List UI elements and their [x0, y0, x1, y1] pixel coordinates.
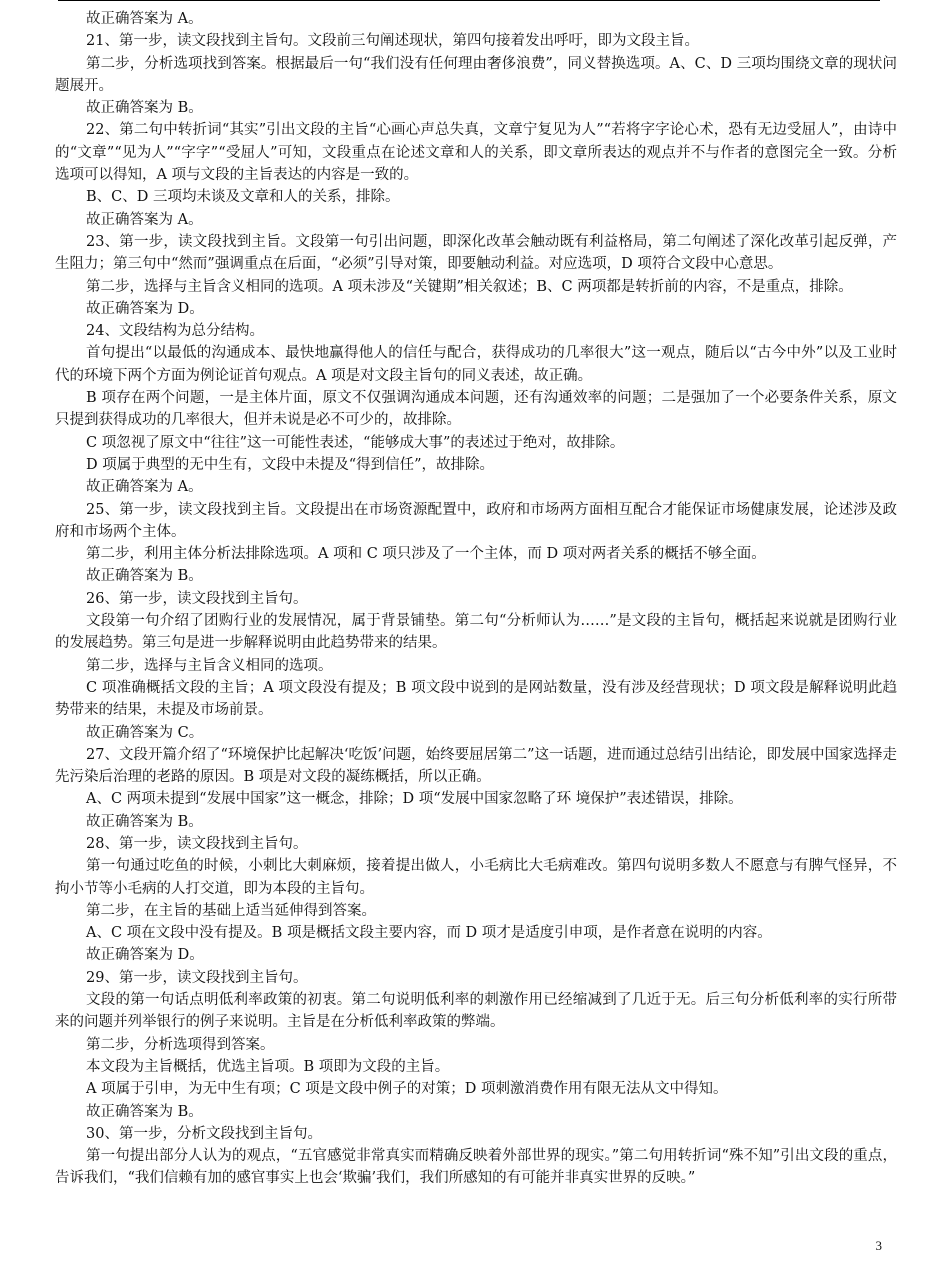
paragraph: 首句提出“以最低的沟通成本、最快地赢得他人的信任与配合，获得成功的几率很大”这一观点，随后以“古今中外”以及工业时代的环境下两个方面为例论证首句观点。A 项是对文段主旨句的同义表述，故正确。 — [55, 345, 897, 384]
paragraph: B 项存在两个问题，一是主体片面，原文不仅强调沟通成本问题，还有沟通效率的问题；二是强加了一个必要条件关系，原文只提到获得成功的几率很大，但并未说是必不可少的，故排除。 — [55, 390, 897, 429]
paragraph: C 项忽视了原文中“往往”这一可能性表述，“能够成大事”的表述过于绝对，故排除。 — [86, 434, 625, 451]
paragraph: A 项属于引申，为无中生有项；C 项是文段中例子的对策；D 项刺激消费作用有限无法从文中得知。 — [86, 1081, 728, 1098]
paragraph: D 项属于典型的无中生有，文段中未提及“得到信任”，故排除。 — [86, 456, 495, 473]
paragraph: B、C、D 三项均未谈及文章和人的关系，排除。 — [86, 189, 400, 206]
paragraph: 25、第一步，读文段找到主旨。文段提出在市场资源配置中，政府和市场两方面相互配合才能保证市场健康发展，论述涉及政府和市场两个主体。 — [55, 501, 897, 540]
paragraph: A、C 两项未提到“发展中国家”这一概念，排除；D 项“发展中国家忽略了环 境保护”表述错误，排除。 — [86, 791, 743, 808]
paragraph: 第一句通过吃鱼的时候，小刺比大刺麻烦，接着提出做人，小毛病比大毛病难改。第四句说明多数人不愿意与有脾气怪异，不拘小节等小毛病的人打交道，即为本段的主旨句。 — [55, 858, 897, 897]
paragraph: 30、第一步，分析文段找到主旨句。 — [86, 1125, 322, 1142]
paragraph: 第二步，分析选项得到答案。 — [86, 1036, 275, 1053]
paragraph: 29、第一步，读文段找到主旨句。 — [86, 969, 308, 986]
paragraph: C 项准确概括文段的主旨；A 项文段没有提及；B 项文段中说到的是网站数量，没有涉及经营现状；D 项文段是解释说明此趋势带来的结果，未提及市场前景。 — [55, 679, 897, 719]
paragraph: 故正确答案为 D。 — [86, 947, 204, 964]
paragraph: 本文段为主旨概括，优选主旨项。B 项即为文段的主旨。 — [86, 1058, 450, 1075]
paragraph: 文段的第一句话点明低利率政策的初衷。第二句说明低利率的刺激作用已经缩减到了几近于无。后三句分析低利率的实行所带来的问题并列举银行的例子来说明。主旨是在分析低利率政策的弊端。 — [55, 992, 897, 1031]
paragraph: 故正确答案为 B。 — [86, 568, 203, 585]
paragraph: 28、第一步，读文段找到主旨句。 — [86, 835, 308, 852]
paragraph: 第二步，选择与主旨含义相同的选项。 — [86, 657, 333, 674]
paragraph: 第二步，分析选项找到答案。根据最后一句“我们没有任何理由奢侈浪费”，同义替换选项。A、C、D 三项均围绕文章的现状问题展开。 — [55, 55, 897, 94]
paragraph: 第二步，利用主体分析法排除选项。A 项和 C 项只涉及了一个主体，而 D 项对两者关系的概括不够全面。 — [86, 546, 766, 563]
paragraph: 故正确答案为 A。 — [86, 211, 203, 228]
paragraph: 故正确答案为 B。 — [86, 813, 203, 830]
answer-explanations — [55, 8, 897, 1190]
paragraph: 故正确答案为 D。 — [86, 300, 204, 317]
paragraph: 故正确答案为 A。 — [86, 11, 203, 27]
paragraph: A、C 项在文段中没有提及。B 项是概括文段主要内容，而 D 项才是适度引申项，是作者意在说明的内容。 — [86, 925, 772, 942]
paragraph: 第二步，选择与主旨含义相同的选项。A 项未涉及“关键期”相关叙述；B、C 两项都是转折前的内容，不是重点，排除。 — [86, 278, 853, 295]
paragraph: 第二步，在主旨的基础上适当延伸得到答案。 — [86, 902, 376, 919]
paragraph: 故正确答案为 B。 — [86, 100, 203, 117]
header-rule — [58, 0, 880, 1]
paragraph: 24、文段结构为总分结构。 — [86, 323, 264, 340]
paragraph: 27、文段开篇介绍了“环境保护比起解决‘吃饭’问题，始终要屈居第二”这一话题，进而通过总结引出结论，即发展中国家选择走先污染后治理的老路的原因。B 项是对文段的凝练概括，所以正确。 — [55, 746, 897, 786]
paragraph: 26、第一步，读文段找到主旨句。 — [86, 590, 308, 607]
page-number: 3 — [875, 1238, 882, 1253]
paragraph: 故正确答案为 A。 — [86, 479, 203, 496]
paragraph: 21、第一步，读文段找到主旨句。文段前三句阐述现状，第四句接着发出呼吁，即为文段主旨。 — [86, 33, 699, 50]
paragraph: 23、第一步，读文段找到主旨。文段第一句引出问题，即深化改革会触动既有利益格局，第二句阐述了深化改革引起反弹，产生阻力；第三句中“然而”强调重点在后面，“必须”引导对策，即要触动利益。对应选项，D 项符合文段中心意思。 — [55, 233, 897, 273]
paragraph: 故正确答案为 C。 — [86, 724, 204, 741]
paragraph: 文段第一句介绍了团购行业的发展情况，属于背景铺垫。第二句“分析师认为……”是文段的主旨句，概括起来说就是团购行业的发展趋势。第三句是进一步解释说明由此趋势带来的结果。 — [55, 613, 897, 652]
paragraph: 第一句提出部分人认为的观点，“五官感觉非常真实而精确反映着外部世界的现实。”第二句用转折词“殊不知”引出文段的重点，告诉我们，“我们信赖有加的感官事实上也会‘欺骗’我们，我们所感知的有可能并非真实世界的反映。” — [55, 1148, 897, 1187]
paragraph: 22、第二句中转折词“其实”引出文段的主旨“心画心声总失真，文章宁复见为人”“若将字字论心术，恐有无边受屈人”，由诗中的“文章”“见为人”“字字”“受屈人”可知，文段重点在论述文章和人的关系，即文章所表达的观点并不与作者的意图完全一致。分析选项可以得知，A 项与文段的主旨表达的内容是一致的。 — [55, 122, 897, 184]
paragraph: 故正确答案为 B。 — [86, 1103, 203, 1120]
